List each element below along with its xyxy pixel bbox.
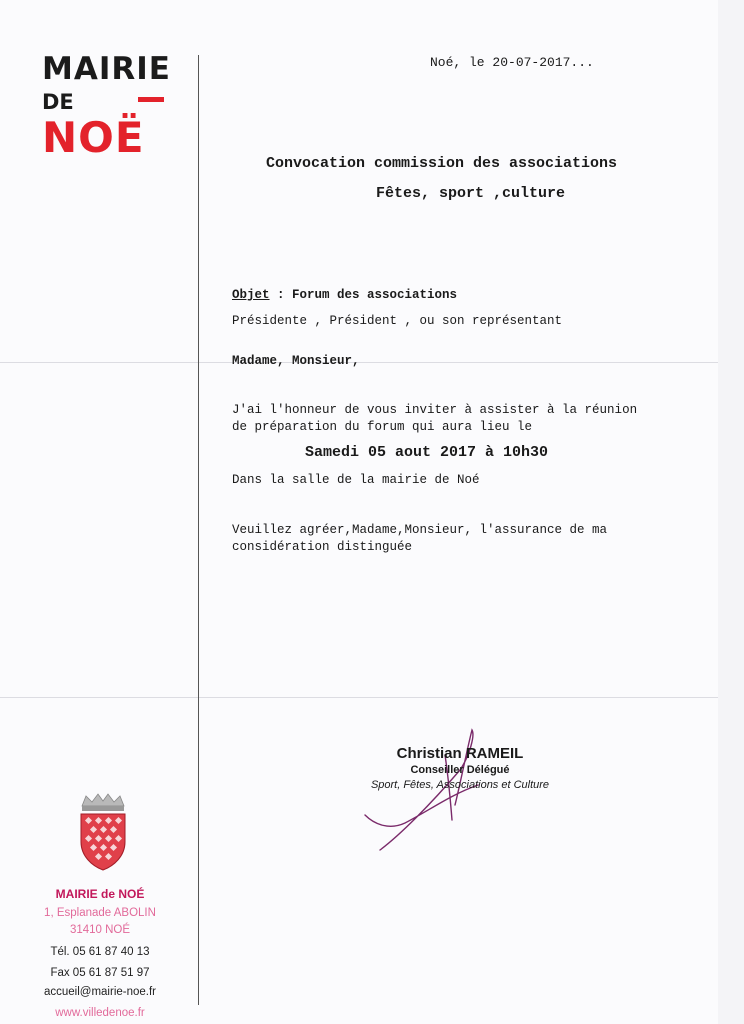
recipients-line: Présidente , Président , ou son représentant (232, 314, 563, 328)
footer-name: MAIRIE de NOÉ (55, 887, 145, 901)
footer-fax: Fax 05 61 87 51 97 (50, 967, 150, 979)
footer-address2: 31410 NOÉ (69, 924, 131, 936)
body-line3: Dans la salle de la mairie de Noé (232, 473, 480, 487)
signatory-role: Conseiller Délégué (410, 764, 510, 776)
object-text: : Forum des associations (269, 288, 458, 302)
coat-of-arms-icon (76, 792, 130, 872)
footer-address1: 1, Esplanade ABOLIN (44, 907, 156, 919)
mairie-contact-footer (30, 885, 170, 1023)
letter-title: Convocation commission des associations (266, 155, 618, 172)
body-line2: de préparation du forum qui aura lieu le (232, 420, 533, 434)
logo-line2 (42, 88, 171, 116)
footer-email[interactable]: accueil@mairie-noe.fr (43, 986, 157, 998)
signature-block (360, 745, 560, 791)
footer-website[interactable]: www.villedenoe.fr (55, 1007, 145, 1019)
object-line (232, 288, 457, 302)
signatory-department: Sport, Fêtes, Associations et Culture (370, 779, 550, 791)
fold-line (0, 697, 718, 698)
footer-tel: Tél. 05 61 87 40 13 (50, 946, 150, 958)
logo-line2-text: DE (42, 90, 74, 114)
body-line1: J'ai l'honneur de vous inviter à assister à la réunion (232, 403, 638, 417)
signatory-name: Christian RAMEIL (396, 745, 524, 762)
salutation: Madame, Monsieur, (232, 354, 360, 368)
object-label: Objet (232, 288, 270, 302)
closing-line1 (232, 523, 679, 537)
logo-red-dash (138, 97, 164, 102)
closing-line1-text: Veuillez agréer,Madame,Monsieur, l'assurance de ma (232, 523, 608, 537)
letter-date: Noé, le 20-07-2017... (430, 55, 594, 70)
margin-divider (198, 55, 199, 1005)
meeting-date: Samedi 05 aout 2017 à 10h30 (305, 444, 549, 461)
closing-line2: considération distinguée (232, 540, 413, 554)
logo-line1: MAIRIE (42, 51, 171, 87)
logo-line3: NOË (42, 113, 145, 162)
letter-subtitle: Fêtes, sport ,culture (376, 185, 566, 202)
mairie-logo (42, 52, 171, 160)
